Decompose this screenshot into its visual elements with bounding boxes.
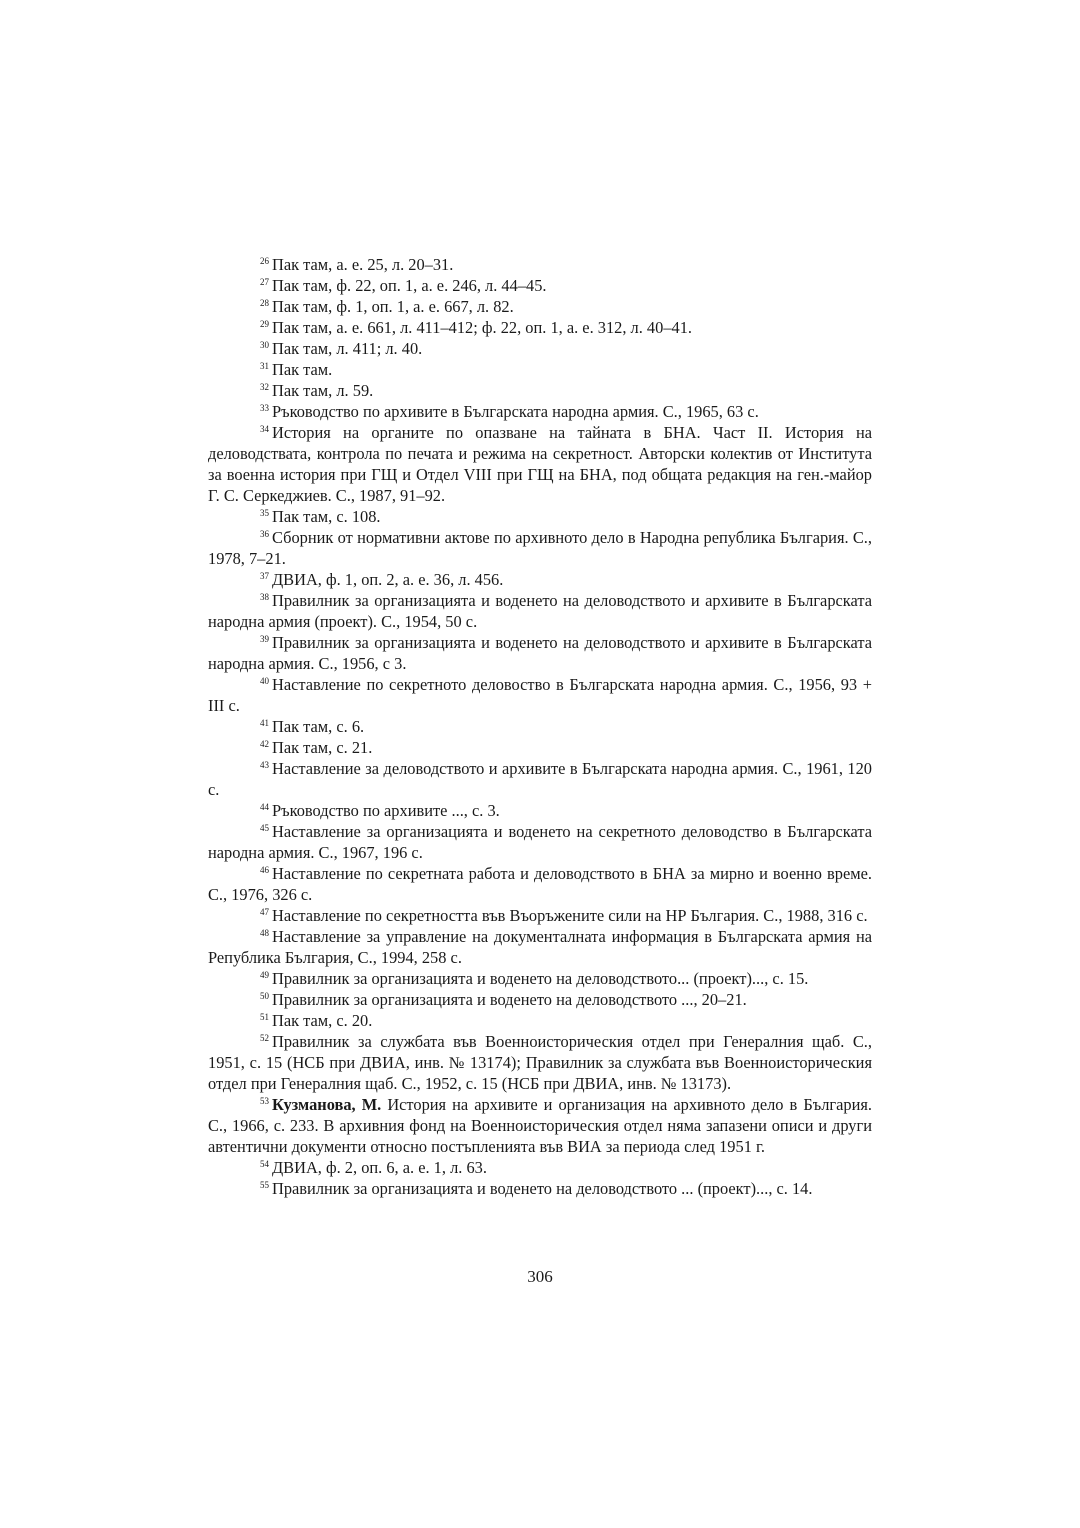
footnote-text: История на органите по опазване на тайната в БНА. Част II. История на деловодствата, контрола по печата и режима на секретност. Авторски колектив от Института за военна история при ГЩ и Отдел VIII при ГЩ на БНА, под общата редакция на ген.-майор Г. С. Серкеджиев. С., 1987, 91–92. [208,423,872,505]
footnote-number: 35 [260,508,269,518]
footnote-number: 55 [260,1180,269,1190]
footnote [208,296,872,317]
footnote-number: 42 [260,739,269,749]
footnote-number: 53 [260,1096,269,1106]
footnote-number: 28 [260,298,269,308]
footnote-number: 48 [260,928,269,938]
footnote [208,380,872,401]
footnote [208,968,872,989]
footnote [208,359,872,380]
footnote-text: Правилник за организацията и воденето на деловодството... (проект)..., с. 15. [272,969,809,988]
footnote-text: Наставление за управление на документалната информация в Българската армия на Република България, С., 1994, 258 с. [208,927,872,967]
footnote-number: 29 [260,319,269,329]
footnote-number: 31 [260,361,269,371]
footnote-number: 45 [260,823,269,833]
footnote-number: 30 [260,340,269,350]
footnote [208,758,872,800]
footnote-text: ДВИА, ф. 1, оп. 2, а. е. 36, л. 456. [272,570,504,589]
footnote-text: Правилник за организацията и воденето на деловодството ..., 20–21. [272,990,747,1009]
footnote [208,800,872,821]
footnote [208,401,872,422]
footnote-text: Пак там, а. е. 25, л. 20–31. [272,255,454,274]
footnote-text: Пак там, с. 21. [272,738,373,757]
footnote [208,590,872,632]
footnote-text: Пак там, с. 6. [272,717,365,736]
footnote-number: 43 [260,760,269,770]
footnote-number: 39 [260,634,269,644]
footnote-text: Сборник от нормативни актове по архивното дело в Народна република България. С., 1978, 7–21. [208,528,872,568]
footnote [208,422,872,506]
footnote-number: 40 [260,676,269,686]
footnote [208,926,872,968]
footnote [208,338,872,359]
footnotes [208,254,872,1199]
footnote-number: 46 [260,865,269,875]
footnote-text: Наставление за организацията и воденето на секретното деловодство в Българската народна армия. С., 1967, 196 с. [208,822,872,862]
footnote [208,905,872,926]
footnote-text: Пак там, а. е. 661, л. 411–412; ф. 22, оп. 1, а. е. 312, л. 40–41. [272,318,693,337]
footnote-number: 47 [260,907,269,917]
footnote [208,716,872,737]
footnote [208,506,872,527]
footnote-number: 51 [260,1012,269,1022]
footnote-text: Пак там. [272,360,333,379]
footnote-text: История на архивите и организация на архивното дело в България. С., 1966, с. 233. В архивния фонд на Военноисторическия отдел няма запазени описи и други автентични документи относно постъпленията във ВИА за периода след 1951 г. [208,1095,872,1156]
footnote [208,821,872,863]
footnote-number: 54 [260,1159,269,1169]
footnote-number: 50 [260,991,269,1001]
footnote [208,569,872,590]
footnote-text: Пак там, ф. 22, оп. 1, а. е. 246, л. 44–45. [272,276,547,295]
footnote-number: 41 [260,718,269,728]
footnote-text: Наставление по секретното деловоство в Българската народна армия. С., 1956, 93 + III с. [208,675,872,715]
footnote [208,737,872,758]
footnote-text: Пак там, л. 59. [272,381,374,400]
footnote [208,632,872,674]
footnote-text: Пак там, с. 108. [272,507,381,526]
footnote-text: ДВИА, ф. 2, оп. 6, а. е. 1, л. 63. [272,1158,487,1177]
footnote-text: Правилник за организацията и воденето на деловодството и архивите в Българската народна армия. С., 1956, с 3. [208,633,872,673]
footnote-number: 34 [260,424,269,434]
footnote [208,863,872,905]
footnote [208,1157,872,1178]
footnote [208,674,872,716]
footnote-number: 52 [260,1033,269,1043]
footnote [208,254,872,275]
footnote [208,989,872,1010]
footnote [208,275,872,296]
footnote-number: 27 [260,277,269,287]
footnote-number: 26 [260,256,269,266]
footnote-number: 32 [260,382,269,392]
footnote-number: 36 [260,529,269,539]
footnote-number: 49 [260,970,269,980]
footnote [208,1010,872,1031]
footnote-number: 44 [260,802,269,812]
footnote-number: 33 [260,403,269,413]
footnote-author: Кузманова, М. [272,1095,382,1114]
footnote-text: Правилник за службата във Военноисторическия отдел при Генералния щаб. С., 1951, с. 15 (НСБ при ДВИА, инв. № 13174); Правилник за службата във Военноисторическия отдел при Генералния щаб. С., 1952, с. 15 (НСБ при ДВИА, инв. № 13173). [208,1032,872,1093]
footnote-text: Пак там, л. 411; л. 40. [272,339,423,358]
footnote-text: Правилник за организацията и воденето на деловодството ... (проект)..., с. 14. [272,1179,813,1198]
footnote [208,1031,872,1094]
footnote [208,527,872,569]
footnote-text: Ръководство по архивите в Българската народна армия. С., 1965, 63 с. [272,402,759,421]
footnote [208,1094,872,1157]
footnote-text: Пак там, ф. 1, оп. 1, а. е. 667, л. 82. [272,297,514,316]
footnote [208,1178,872,1199]
footnote-number: 38 [260,592,269,602]
footnote-number: 37 [260,571,269,581]
footnote-text: Наставление за деловодството и архивите в Българската народна армия. С., 1961, 120 с. [208,759,872,799]
page-number: 306 [527,1267,553,1286]
footnote-text: Правилник за организацията и воденето на деловодството и архивите в Българската народна армия (проект). С., 1954, 50 с. [208,591,872,631]
footnote-text: Наставление по секретната работа и деловодството в БНА за мирно и военно време. С., 1976, 326 с. [208,864,872,904]
footnote-text: Пак там, с. 20. [272,1011,373,1030]
footnote-text: Ръководство по архивите ..., с. 3. [272,801,500,820]
footnote-text: Наставление по секретността във Въоръжените сили на НР България. С., 1988, 316 с. [272,906,868,925]
footnote [208,317,872,338]
